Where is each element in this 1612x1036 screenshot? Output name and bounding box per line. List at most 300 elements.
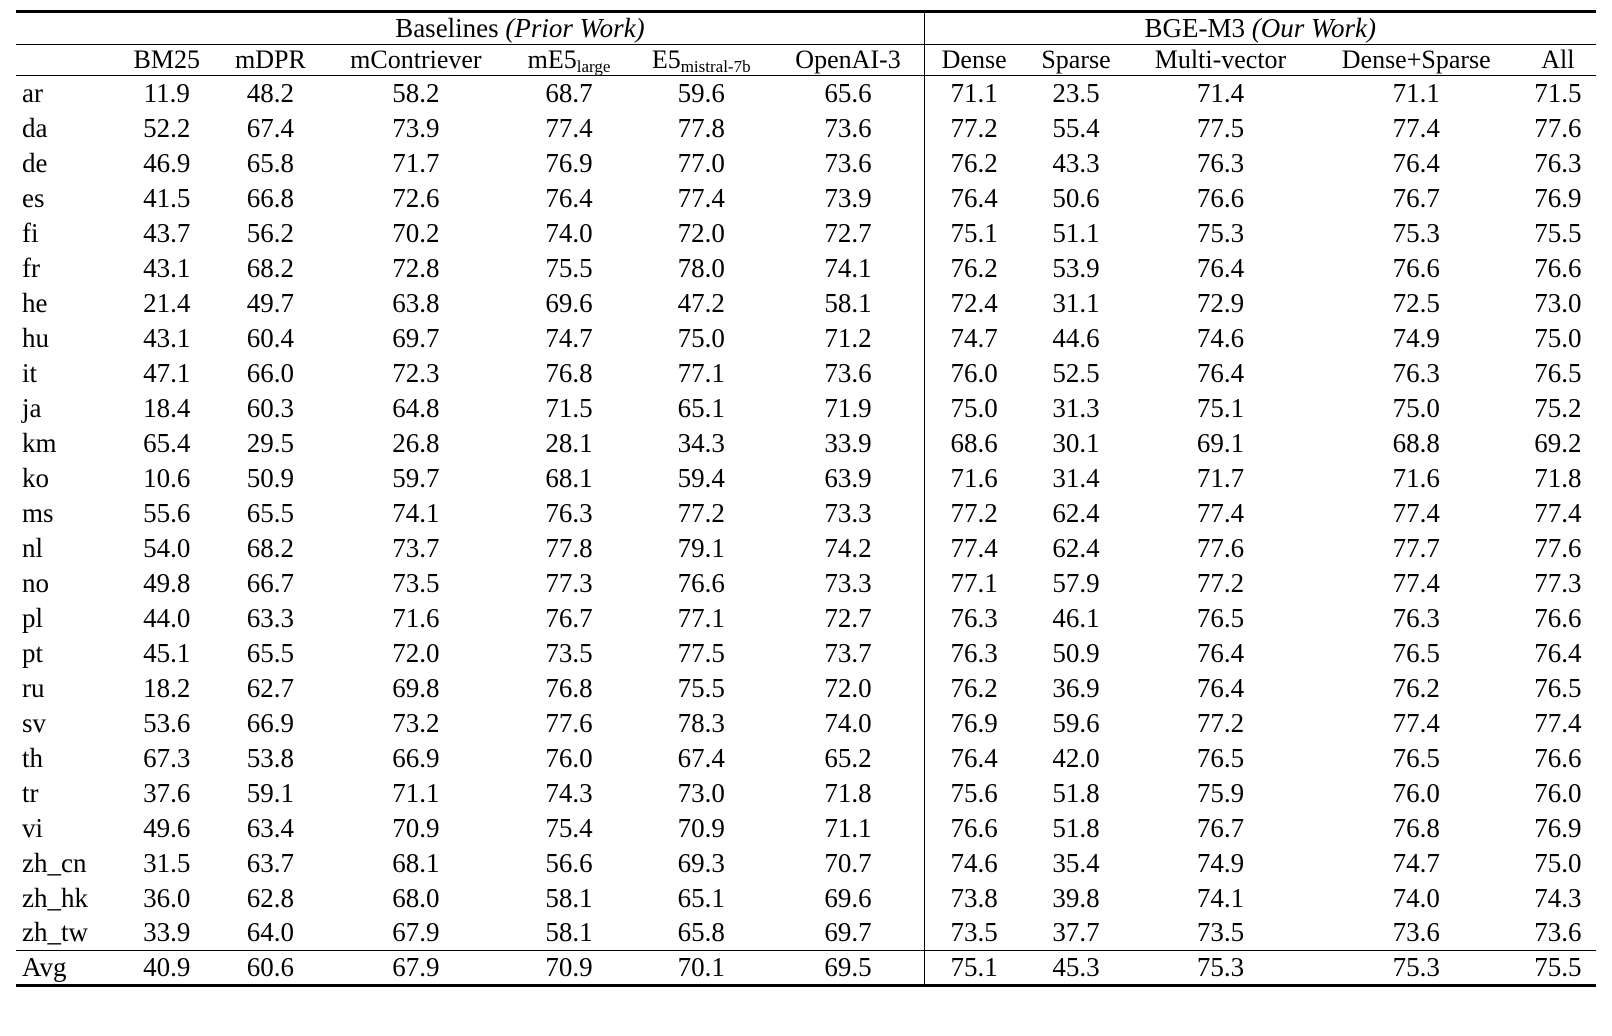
cell-avg-mdpr: 60.6 (217, 951, 323, 986)
cell-avg-mcontriever: 67.9 (324, 951, 508, 986)
cell-multivector: 77.2 (1196, 707, 1245, 738)
cell-dense-sparse: 72.5 (1392, 287, 1440, 318)
cell-sparse: 51.8 (1052, 777, 1100, 808)
cell-dense: 76.6 (950, 812, 998, 843)
cell-dense-sparse: 76.6 (1392, 252, 1440, 283)
cell-avg-multivector: 75.3 (1128, 951, 1312, 986)
cell-multivector: 74.1 (1196, 882, 1245, 913)
row-label: fi (22, 217, 39, 248)
cell-mdpr: 60.4 (246, 322, 295, 353)
cell-avg-openai3: 69.5 (772, 951, 924, 986)
cell-dense-sparse: 71.1 (1313, 76, 1520, 111)
cell-e5: 75.0 (677, 322, 725, 353)
cell-bm25: 10.6 (143, 462, 191, 493)
cell-bm25: 47.1 (143, 357, 191, 388)
column-header-all: All (1520, 45, 1596, 76)
cell-multivector: 76.5 (1196, 602, 1245, 633)
cell-me5: 77.6 (545, 707, 593, 738)
cell-dense: 76.0 (950, 357, 998, 388)
cell-multivector: 76.4 (1196, 637, 1245, 668)
row-label: it (22, 357, 38, 388)
cell-all: 76.5 (1534, 672, 1582, 703)
cell-me5: 68.7 (508, 76, 630, 111)
cell-all: 74.3 (1534, 882, 1582, 913)
table-row (16, 251, 1596, 286)
row-label: th (22, 742, 44, 773)
table-group-header-row (16, 12, 1596, 45)
cell-mdpr: 65.5 (246, 497, 295, 528)
table-row-average (16, 951, 1596, 986)
table-row (16, 636, 1596, 671)
cell-dense: 74.6 (950, 847, 998, 878)
cell-me5: 76.0 (545, 742, 593, 773)
cell-dense-sparse: 76.3 (1392, 602, 1440, 633)
cell-multivector: 76.4 (1196, 672, 1245, 703)
column-header-openai-3: OpenAI-3 (772, 45, 924, 76)
cell-bm25: 18.4 (143, 392, 191, 423)
table-row (16, 111, 1596, 146)
cell-dense: 73.5 (950, 917, 998, 948)
cell-me5: 71.5 (545, 392, 593, 423)
row-label: no (22, 567, 49, 598)
cell-mdpr: 63.7 (246, 847, 295, 878)
row-label: fr (22, 252, 40, 283)
cell-me5: 68.1 (545, 462, 593, 493)
cell-all: 76.9 (1534, 182, 1582, 213)
cell-avg-me5: 70.9 (508, 951, 630, 986)
cell-me5: 28.1 (545, 427, 593, 458)
row-label: ko (22, 462, 49, 493)
cell-all: 69.2 (1534, 427, 1582, 458)
cell-me5: 76.7 (545, 602, 593, 633)
cell-openai3: 73.7 (772, 636, 924, 671)
cell-mcontriever: 72.3 (392, 357, 440, 388)
cell-me5: 77.3 (545, 567, 593, 598)
cell-mdpr: 65.8 (246, 147, 295, 178)
cell-mcontriever: 71.7 (392, 147, 440, 178)
cell-dense: 77.4 (950, 532, 998, 563)
cell-dense-sparse: 68.8 (1392, 427, 1440, 458)
cell-all: 75.2 (1534, 392, 1582, 423)
cell-e5: 47.2 (677, 287, 725, 318)
row-label: ru (22, 672, 45, 703)
cell-mcontriever: 69.7 (392, 322, 440, 353)
cell-multivector: 76.7 (1196, 812, 1245, 843)
cell-bm25: 43.1 (143, 322, 191, 353)
cell-bm25: 54.0 (143, 532, 191, 563)
column-header-mdpr: mDPR (217, 45, 323, 76)
cell-dense: 73.8 (950, 882, 998, 913)
cell-mcontriever: 59.7 (392, 462, 440, 493)
cell-mdpr: 66.7 (246, 567, 295, 598)
cell-me5: 76.9 (545, 147, 593, 178)
cell-mcontriever: 68.1 (392, 847, 440, 878)
row-label: zh_tw (22, 917, 88, 948)
cell-mdpr: 53.8 (246, 742, 295, 773)
cell-openai3: 71.1 (772, 811, 924, 846)
cell-mcontriever: 73.5 (392, 567, 440, 598)
cell-e5: 77.2 (677, 497, 725, 528)
cell-sparse: 46.1 (1052, 602, 1100, 633)
cell-openai3: 70.7 (772, 846, 924, 881)
table-row (16, 601, 1596, 636)
cell-sparse: 59.6 (1052, 707, 1100, 738)
table-row (16, 671, 1596, 706)
cell-e5: 59.6 (630, 76, 772, 111)
cell-all: 76.4 (1534, 637, 1582, 668)
cell-bm25: 65.4 (143, 427, 191, 458)
cell-e5: 65.1 (677, 882, 725, 913)
cell-avg-dense-sparse: 75.3 (1313, 951, 1520, 986)
cell-dense-sparse: 75.3 (1392, 217, 1440, 248)
cell-multivector: 76.5 (1196, 742, 1245, 773)
cell-mdpr: 64.0 (246, 917, 295, 948)
cell-all: 76.3 (1534, 147, 1582, 178)
column-header-dense-sparse: Dense+Sparse (1313, 45, 1520, 76)
cell-e5: 59.4 (677, 462, 725, 493)
cell-mcontriever: 72.6 (392, 182, 440, 213)
table-row (16, 146, 1596, 181)
cell-dense: 77.2 (950, 112, 998, 143)
cell-avg-sparse: 45.3 (1024, 951, 1129, 986)
cell-sparse: 36.9 (1052, 672, 1100, 703)
cell-all: 73.0 (1534, 287, 1582, 318)
cell-mcontriever: 66.9 (392, 742, 440, 773)
cell-dense: 77.1 (950, 567, 998, 598)
cell-dense-sparse: 77.4 (1392, 497, 1440, 528)
cell-dense: 75.1 (950, 217, 998, 248)
cell-mcontriever: 69.8 (392, 672, 440, 703)
cell-mdpr: 66.8 (246, 182, 295, 213)
cell-openai3: 73.6 (772, 356, 924, 391)
cell-multivector: 75.9 (1196, 777, 1245, 808)
cell-dense-sparse: 74.0 (1392, 882, 1440, 913)
cell-multivector: 76.3 (1196, 147, 1245, 178)
cell-openai3: 65.6 (772, 76, 924, 111)
cell-e5: 77.5 (677, 637, 725, 668)
cell-openai3: 71.8 (772, 776, 924, 811)
cell-all: 75.5 (1534, 217, 1582, 248)
row-label: tr (22, 777, 39, 808)
cell-bm25: 21.4 (143, 287, 191, 318)
cell-multivector: 71.7 (1196, 462, 1245, 493)
table-row (16, 76, 1596, 111)
cell-multivector: 77.2 (1196, 567, 1245, 598)
cell-openai3: 71.9 (772, 391, 924, 426)
cell-e5: 67.4 (677, 742, 725, 773)
table-row (16, 426, 1596, 461)
cell-dense-sparse: 76.8 (1392, 812, 1440, 843)
cell-multivector: 72.9 (1196, 287, 1245, 318)
cell-mdpr: 56.2 (246, 217, 295, 248)
cell-bm25: 52.2 (143, 112, 191, 143)
cell-dense-sparse: 71.6 (1392, 462, 1440, 493)
cell-mdpr: 29.5 (246, 427, 295, 458)
cell-e5: 34.3 (677, 427, 725, 458)
cell-all: 77.6 (1534, 112, 1582, 143)
cell-openai3: 72.7 (772, 216, 924, 251)
cell-all: 76.6 (1534, 742, 1582, 773)
cell-dense: 76.2 (950, 252, 998, 283)
cell-mdpr: 66.0 (246, 357, 295, 388)
cell-sparse: 62.4 (1052, 532, 1100, 563)
cell-openai3: 71.2 (772, 321, 924, 356)
cell-sparse: 57.9 (1052, 567, 1100, 598)
cell-e5: 77.8 (677, 112, 725, 143)
cell-avg-e5: 70.1 (630, 951, 772, 986)
cell-e5: 69.3 (677, 847, 725, 878)
cell-mdpr: 68.2 (246, 252, 295, 283)
cell-sparse: 51.1 (1052, 217, 1100, 248)
cell-all: 76.9 (1534, 812, 1582, 843)
cell-dense-sparse: 74.9 (1392, 322, 1440, 353)
cell-dense-sparse: 76.2 (1392, 672, 1440, 703)
cell-sparse: 31.1 (1052, 287, 1100, 318)
cell-mcontriever: 64.8 (392, 392, 440, 423)
cell-mdpr: 60.3 (246, 392, 295, 423)
cell-multivector: 77.4 (1196, 497, 1245, 528)
cell-openai3: 69.6 (772, 881, 924, 916)
cell-mcontriever: 74.1 (392, 497, 440, 528)
cell-me5: 77.8 (545, 532, 593, 563)
cell-mcontriever: 26.8 (392, 427, 440, 458)
table-row (16, 496, 1596, 531)
cell-dense-sparse: 76.0 (1392, 777, 1440, 808)
row-label: zh_hk (22, 882, 88, 913)
cell-mdpr: 62.8 (246, 882, 295, 913)
table-row (16, 356, 1596, 391)
row-label: zh_cn (22, 847, 87, 878)
cell-e5: 77.0 (677, 147, 725, 178)
column-header-me5-large (508, 45, 630, 76)
cell-dense-sparse: 76.3 (1392, 357, 1440, 388)
table-row (16, 461, 1596, 496)
cell-dense: 76.9 (950, 707, 998, 738)
cell-dense-sparse: 75.0 (1392, 392, 1440, 423)
cell-bm25: 44.0 (143, 602, 191, 633)
table-row (16, 846, 1596, 881)
row-label: km (22, 427, 57, 458)
cell-sparse: 37.7 (1052, 917, 1100, 948)
cell-sparse: 55.4 (1052, 112, 1100, 143)
cell-multivector: 73.5 (1196, 917, 1245, 948)
row-label: ja (22, 392, 42, 423)
cell-bm25: 36.0 (143, 882, 191, 913)
table-row (16, 566, 1596, 601)
cell-bm25: 45.1 (143, 637, 191, 668)
cell-bm25: 53.6 (143, 707, 191, 738)
row-label-average: Avg (16, 951, 116, 986)
cell-mcontriever: 68.0 (392, 882, 440, 913)
cell-me5: 58.1 (545, 882, 593, 913)
cell-multivector: 74.6 (1196, 322, 1245, 353)
cell-dense: 76.3 (950, 602, 998, 633)
cell-dense: 74.7 (950, 322, 998, 353)
cell-dense: 76.2 (950, 672, 998, 703)
group-label-italic: (Our Work) (1251, 13, 1377, 43)
cell-dense: 76.4 (950, 742, 998, 773)
cell-me5: 58.1 (545, 917, 593, 948)
column-header-me5-subscript: large (576, 57, 611, 76)
cell-all: 76.6 (1534, 602, 1582, 633)
cell-all: 77.3 (1534, 567, 1582, 598)
cell-sparse: 53.9 (1052, 252, 1100, 283)
cell-dense: 71.6 (950, 462, 998, 493)
column-header-language (16, 45, 116, 76)
cell-dense-sparse: 76.5 (1392, 742, 1440, 773)
cell-multivector: 77.6 (1196, 532, 1245, 563)
cell-sparse: 50.9 (1052, 637, 1100, 668)
cell-mcontriever: 70.9 (392, 812, 440, 843)
cell-multivector: 75.3 (1196, 217, 1245, 248)
cell-multivector: 77.5 (1196, 112, 1245, 143)
cell-dense: 76.4 (950, 182, 998, 213)
cell-dense: 75.0 (950, 392, 998, 423)
row-label: ms (22, 497, 54, 528)
cell-bm25: 18.2 (143, 672, 191, 703)
cell-dense: 75.6 (950, 777, 998, 808)
cell-multivector: 76.4 (1196, 357, 1245, 388)
cell-mcontriever: 71.6 (392, 602, 440, 633)
cell-mdpr: 62.7 (246, 672, 295, 703)
cell-me5: 77.4 (545, 112, 593, 143)
cell-mdpr: 50.9 (246, 462, 295, 493)
cell-sparse: 35.4 (1052, 847, 1100, 878)
cell-all: 77.6 (1534, 532, 1582, 563)
cell-mdpr: 48.2 (217, 76, 323, 111)
group-label-main: BGE-M3 (1144, 13, 1246, 43)
cell-me5: 75.4 (545, 812, 593, 843)
cell-e5: 73.0 (677, 777, 725, 808)
cell-openai3: 58.1 (772, 286, 924, 321)
column-header-mcontriever: mContriever (324, 45, 508, 76)
cell-me5: 69.6 (545, 287, 593, 318)
cell-sparse: 39.8 (1052, 882, 1100, 913)
cell-sparse: 23.5 (1024, 76, 1129, 111)
cell-openai3: 73.3 (772, 496, 924, 531)
cell-all: 76.6 (1534, 252, 1582, 283)
row-label: pt (22, 637, 44, 668)
cell-e5: 79.1 (677, 532, 725, 563)
table-row (16, 286, 1596, 321)
cell-me5: 76.3 (545, 497, 593, 528)
column-header-multi-vector: Multi-vector (1128, 45, 1312, 76)
cell-mdpr: 49.7 (246, 287, 295, 318)
cell-bm25: 55.6 (143, 497, 191, 528)
cell-dense: 71.1 (924, 76, 1024, 111)
cell-e5: 77.1 (677, 602, 725, 633)
cell-all: 71.5 (1520, 76, 1596, 111)
row-label: hu (22, 322, 49, 353)
group-header-baselines (116, 12, 924, 45)
group-label-main: Baselines (395, 13, 499, 43)
cell-all: 75.0 (1534, 847, 1582, 878)
cell-mcontriever: 72.0 (392, 637, 440, 668)
cell-mdpr: 63.4 (246, 812, 295, 843)
cell-dense-sparse: 76.7 (1392, 182, 1440, 213)
cell-e5: 72.0 (677, 217, 725, 248)
cell-mcontriever: 72.8 (392, 252, 440, 283)
row-label: ar (16, 76, 116, 111)
cell-mdpr: 67.4 (246, 112, 295, 143)
table-row (16, 776, 1596, 811)
cell-openai3: 73.6 (772, 111, 924, 146)
cell-mcontriever: 63.8 (392, 287, 440, 318)
cell-multivector: 76.4 (1196, 252, 1245, 283)
cell-me5: 74.7 (545, 322, 593, 353)
cell-bm25: 67.3 (143, 742, 191, 773)
cell-sparse: 42.0 (1052, 742, 1100, 773)
table-row (16, 741, 1596, 776)
cell-multivector: 76.6 (1196, 182, 1245, 213)
cell-dense-sparse: 77.4 (1392, 112, 1440, 143)
column-header-me5-base: mE5 (527, 45, 577, 74)
cell-dense-sparse: 76.5 (1392, 637, 1440, 668)
cell-me5: 74.0 (545, 217, 593, 248)
cell-dense: 68.6 (950, 427, 998, 458)
column-header-dense: Dense (924, 45, 1024, 76)
cell-all: 71.8 (1534, 462, 1582, 493)
cell-bm25: 41.5 (143, 182, 191, 213)
cell-mdpr: 63.3 (246, 602, 295, 633)
cell-all: 76.5 (1534, 357, 1582, 388)
column-header-e5-mistral (630, 45, 772, 76)
cell-e5: 77.4 (677, 182, 725, 213)
row-label: sv (22, 707, 47, 738)
cell-bm25: 33.9 (143, 917, 191, 948)
cell-e5: 70.9 (677, 812, 725, 843)
cell-dense-sparse: 77.4 (1392, 567, 1440, 598)
row-label: es (22, 182, 45, 213)
cell-mdpr: 68.2 (246, 532, 295, 563)
table-row (16, 706, 1596, 741)
cell-sparse: 30.1 (1052, 427, 1100, 458)
cell-mdpr: 59.1 (246, 777, 295, 808)
cell-openai3: 63.9 (772, 461, 924, 496)
column-header-sparse: Sparse (1024, 45, 1129, 76)
cell-all: 76.0 (1534, 777, 1582, 808)
cell-mcontriever: 73.9 (392, 112, 440, 143)
cell-dense: 72.4 (950, 287, 998, 318)
table-row (16, 321, 1596, 356)
row-label: he (22, 287, 48, 318)
cell-dense-sparse: 73.6 (1392, 917, 1440, 948)
cell-bm25: 11.9 (116, 76, 217, 111)
row-label: vi (22, 812, 44, 843)
cell-bm25: 49.6 (143, 812, 191, 843)
cell-e5: 78.0 (677, 252, 725, 283)
cell-mcontriever: 58.2 (324, 76, 508, 111)
cell-openai3: 73.9 (772, 181, 924, 216)
cell-mdpr: 65.5 (246, 637, 295, 668)
cell-me5: 76.4 (545, 182, 593, 213)
cell-multivector: 75.1 (1196, 392, 1245, 423)
cell-openai3: 65.2 (772, 741, 924, 776)
row-label: pl (22, 602, 44, 633)
cell-mdpr: 66.9 (246, 707, 295, 738)
row-label: da (22, 112, 48, 143)
table-row (16, 916, 1596, 951)
cell-me5: 75.5 (545, 252, 593, 283)
cell-e5: 65.8 (677, 917, 725, 948)
cell-me5: 56.6 (545, 847, 593, 878)
cell-multivector: 69.1 (1196, 427, 1245, 458)
cell-sparse: 43.3 (1052, 147, 1100, 178)
cell-sparse: 44.6 (1052, 322, 1100, 353)
cell-bm25: 43.1 (143, 252, 191, 283)
cell-openai3: 74.1 (772, 251, 924, 286)
cell-sparse: 31.3 (1052, 392, 1100, 423)
